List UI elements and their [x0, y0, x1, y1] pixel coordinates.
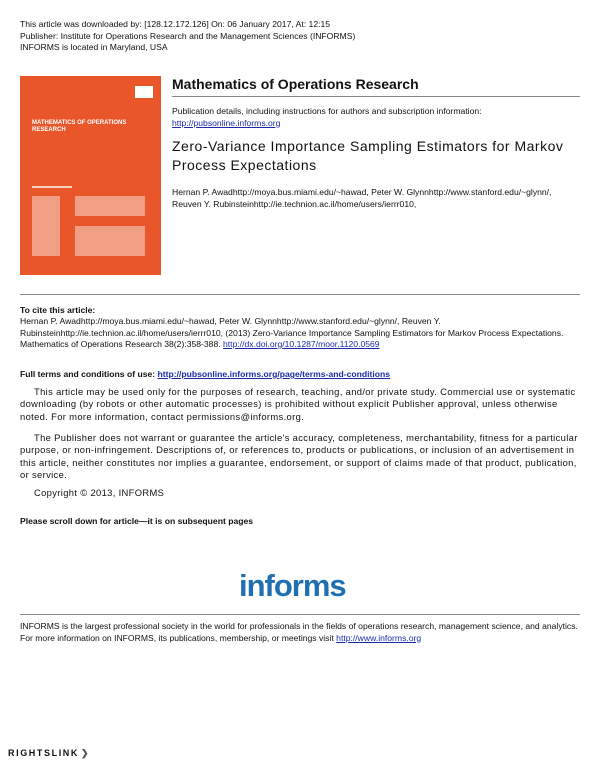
informs-logo-text: informs	[239, 568, 346, 602]
citation-text	[20, 316, 580, 351]
publisher-location: INFORMS is located in Maryland, USA	[20, 42, 168, 52]
divider	[20, 294, 580, 295]
pub-details-text: Publication details, including instructions for authors and subscription information:	[172, 106, 482, 116]
informs-logo-icon	[237, 568, 361, 602]
journal-cover	[20, 76, 161, 275]
informs-website-link[interactable]: http://www.informs.org	[336, 632, 422, 643]
citation-heading: To cite this article:	[20, 305, 96, 315]
divider	[172, 96, 580, 97]
rightslink-text: RIGHTSLINK	[8, 748, 79, 758]
footer-description: INFORMS is the largest professional society in the world for professionals in the fields of operations research, management science, and analytics.	[20, 621, 578, 631]
journal-title: Mathematics of Operations Research	[172, 76, 419, 92]
terms-label: Full terms and conditions of use:	[20, 369, 156, 379]
article-authors: Hernan P. Awadhttp://moya.bus.miami.edu/~hawad, Peter W. Glynnhttp://www.stanford.edu/~glynn/, Reuven Y. Rubinsteinhttp://ie.technion.ac.il/home/users/ierrr010,	[172, 187, 552, 209]
cover-line-icon	[32, 186, 72, 188]
copyright-text: Copyright © 2013, INFORMS	[34, 487, 165, 498]
download-header	[20, 19, 355, 54]
terms-line	[20, 369, 390, 379]
cover-text-block-icon	[32, 196, 60, 256]
cover-text-block-icon	[75, 226, 145, 256]
rightslink-logo	[8, 748, 90, 759]
footer-more-info-text: For more information on INFORMS, its publications, membership, or meetings visit	[20, 632, 334, 643]
citation-body: Hernan P. Awadhttp://moya.bus.miami.edu/~hawad, Peter W. Glynnhttp://www.stanford.edu/~glynn/, Reuven Y. Rubinsteinhttp://ie.technion.ac.il/home/users/ierrr010, (2013) Zero-Variance Importance Sampling Estimators for Markov Process Expectations. Mathematics of Operations Research 38(2):358-388.	[20, 316, 564, 349]
scroll-note: Please scroll down for article—it is on subsequent pages	[20, 516, 254, 526]
terms-link[interactable]: http://pubsonline.informs.org/page/terms-and-conditions	[157, 369, 391, 379]
article-title: Zero-Variance Importance Sampling Estimators for Markov Process Expectations	[172, 138, 564, 173]
publisher-info: Publisher: Institute for Operations Research and the Management Sciences (INFORMS)	[20, 30, 356, 41]
pub-details-link[interactable]: http://pubsonline.informs.org	[172, 117, 281, 128]
rightslink-arrow-icon: ❯	[81, 748, 91, 758]
doi-link[interactable]: http://dx.doi.org/10.1287/moor.1120.0569	[223, 339, 380, 349]
cover-logo-icon	[135, 86, 153, 98]
disclaimer-paragraph: The Publisher does not warrant or guarantee the article's accuracy, completeness, merchantability, fitness for a particular purpose, or non-infringement. Descriptions of, or references to, products or publications, or inclusion of an advertisement in this article, neither constitutes nor implies a guarantee, endorsement, or support of claims made of that product, publication, or service.	[20, 432, 578, 481]
download-info: This article was downloaded by: [128.12.172.126] On: 06 January 2017, At: 12:15	[20, 19, 331, 29]
footer-more-info	[20, 633, 580, 645]
cover-text-block-icon	[75, 196, 145, 216]
usage-paragraph: This article may be used only for the purposes of research, teaching, and/or private study. Commercial use or systematic downloading (by robots or other automatic processes) is prohibited without explicit Publisher approval, unless otherwise noted. For more information, contact permissions@informs.org.	[20, 386, 576, 422]
cover-title: MATHEMATICS OF OPERATIONS RESEARCH	[32, 120, 127, 133]
divider	[20, 614, 580, 615]
publication-details	[172, 106, 572, 129]
informs-footer	[20, 621, 580, 644]
